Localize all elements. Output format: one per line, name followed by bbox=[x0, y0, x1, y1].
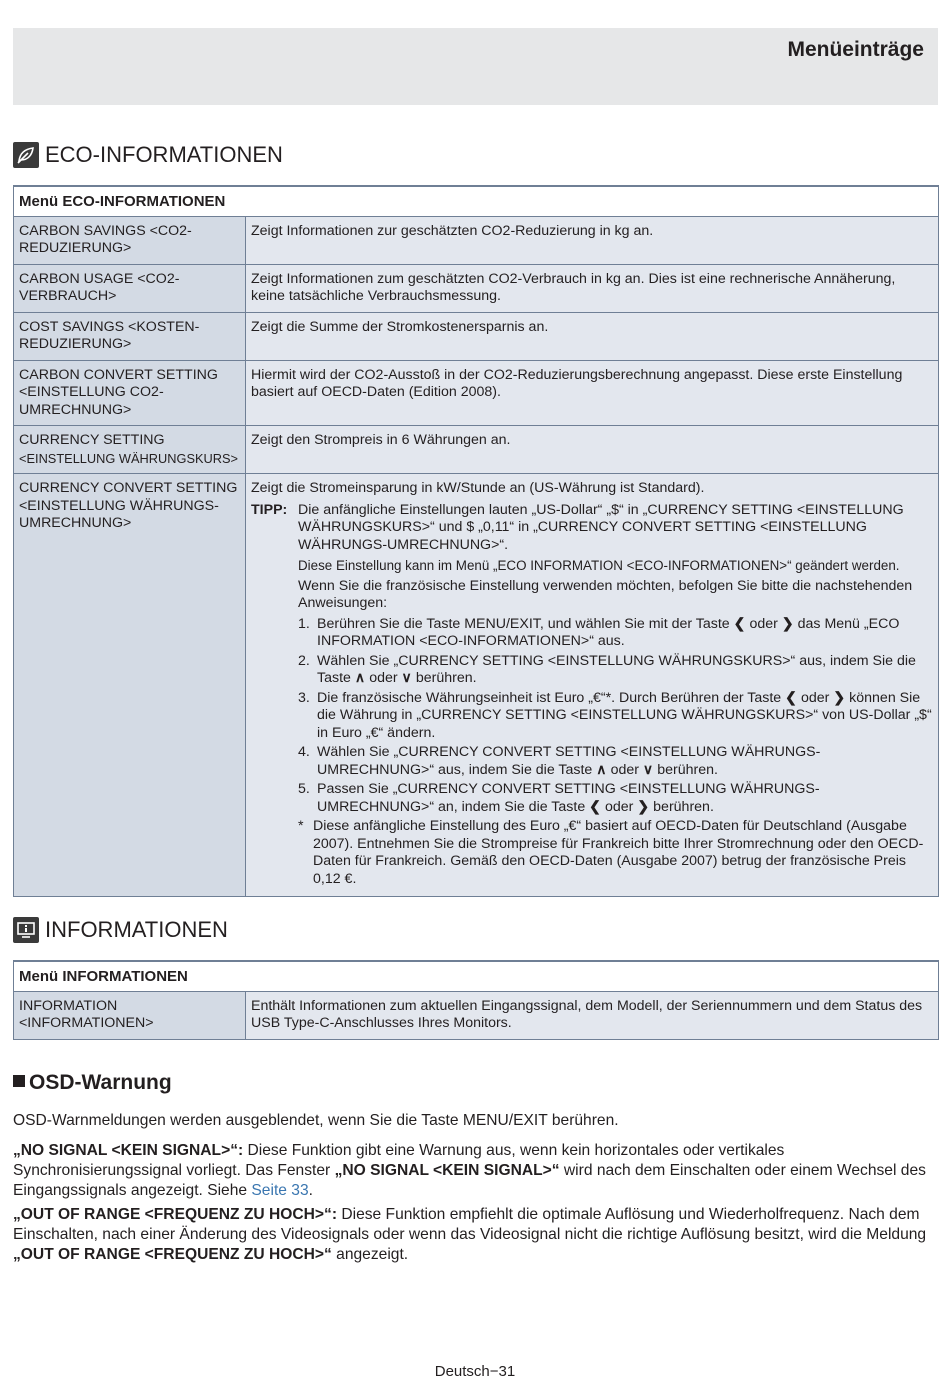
menu-item-desc: Zeigt die Summe der Stromkostenersparnis an. bbox=[246, 312, 939, 360]
key-glyph-icon: ❯ bbox=[781, 615, 794, 632]
footnote-mark: * bbox=[298, 818, 304, 834]
step-text-part: oder bbox=[797, 689, 834, 706]
step-text-part: oder bbox=[606, 761, 643, 778]
menu-item-desc: Zeigt Informationen zur geschätzten CO2-Reduzierung in kg an. bbox=[246, 216, 939, 264]
steps-list bbox=[298, 616, 933, 817]
menu-item-desc: Enthält Informationen zum aktuellen Eingangssignal, dem Modell, der Seriennummern und dem Status des USB Type-C-Anschlusses Ihres Monitors. bbox=[246, 991, 939, 1039]
step-text-part: Wählen Sie „CURRENCY CONVERT SETTING <EINSTELLUNG WÄHRUNGS-UMRECHNUNG>“ aus, indem Sie die Taste bbox=[317, 744, 821, 778]
step-number: 1. bbox=[298, 615, 310, 632]
menu-item-name: COST SAVINGS <KOSTEN-REDUZIERUNG> bbox=[14, 312, 246, 360]
page-link[interactable]: Seite 33 bbox=[251, 1182, 309, 1199]
step-text bbox=[317, 744, 933, 779]
no-signal-label: „NO SIGNAL <KEIN SIGNAL>“: bbox=[13, 1142, 244, 1159]
tipp-paragraph: Die anfängliche Einstellungen lauten „US-Dollar“ „$“ in „CURRENCY SETTING <EINSTELLUNG WÄHRUNGSKURS>“ und $ „0,11“ in „CURRENCY CONVERT SETTING <EINSTELLUNG WÄHRUNGS-UMRECHNUNG>“. bbox=[298, 501, 904, 553]
step-number: 5. bbox=[298, 781, 310, 797]
step-item bbox=[298, 744, 933, 779]
step-text-part: berühren. bbox=[653, 761, 718, 778]
out-of-range-text: Diese Funktion empfiehlt die optimale Auflösung und Wiederholfrequenz. Nach dem Einschalten, nach einer Änderung des Videosignals oder wenn das Videosignal nicht die richtige Auflösung besitzt, wird die Meldung bbox=[13, 1206, 927, 1243]
key-glyph-icon: ∨ bbox=[401, 670, 412, 686]
step-text-part: oder bbox=[365, 670, 402, 686]
osd-out-of-range-paragraph bbox=[13, 1205, 939, 1265]
osd-no-signal-paragraph bbox=[13, 1141, 939, 1201]
leaf-icon bbox=[13, 142, 39, 168]
step-text bbox=[317, 616, 933, 651]
step-text-part: das Menü „ECO INFORMATION <ECO-INFORMATIONEN>“ aus. bbox=[317, 615, 900, 649]
table-row bbox=[14, 264, 939, 312]
key-glyph-icon: ❯ bbox=[833, 689, 846, 706]
menu-item-desc: Zeigt Informationen zum geschätzten CO2-Verbrauch in kg an. Dies ist eine rechnerische Annäherung, keine tatsächliche Verbrauchsmessung. bbox=[246, 264, 939, 312]
tipp-paragraph: Wenn Sie die französische Einstellung verwenden möchten, befolgen Sie bitte die nachstehenden Anweisungen: bbox=[298, 577, 913, 611]
tipp-paragraph: Diese Einstellung kann im Menü „ECO INFORMATION <ECO-INFORMATIONEN>“ geändert werden. bbox=[298, 558, 900, 573]
no-signal-label-inline: „NO SIGNAL <KEIN SIGNAL>“ bbox=[334, 1162, 560, 1179]
menu-item-name: CARBON SAVINGS <CO2-REDUZIERUNG> bbox=[14, 216, 246, 264]
step-text bbox=[317, 690, 933, 743]
osd-heading bbox=[13, 1071, 172, 1095]
key-glyph-icon: ❯ bbox=[637, 798, 650, 815]
step-number: 3. bbox=[298, 689, 310, 706]
key-glyph-icon: ∨ bbox=[642, 761, 654, 778]
page-footer: Deutsch−31 bbox=[434, 1363, 516, 1380]
tipp-label: TIPP: bbox=[251, 501, 288, 518]
monitor-info-icon bbox=[13, 917, 39, 943]
step-item bbox=[298, 781, 933, 816]
table-row bbox=[14, 991, 939, 1039]
eco-section-title: ECO-INFORMATIONEN bbox=[45, 142, 283, 167]
step-text-part: Passen Sie „CURRENCY CONVERT SETTING <EINSTELLUNG WÄHRUNGS-UMRECHNUNG>“ an, indem Sie die Taste bbox=[317, 781, 820, 815]
menu-item-name: CURRENCY CONVERT SETTING <EINSTELLUNG WÄHRUNGS-UMRECHNUNG> bbox=[14, 474, 246, 897]
step-text-part: Berühren Sie die Taste MENU/EXIT, und wählen Sie mit der Taste bbox=[317, 615, 734, 632]
table-row bbox=[14, 216, 939, 264]
step-text-part: Die französische Währungseinheit ist Euro „€“*. Durch Berühren der Taste bbox=[317, 689, 786, 706]
step-text-part: berühren. bbox=[411, 670, 477, 686]
osd-intro: OSD-Warnmeldungen werden ausgeblendet, wenn Sie die Taste MENU/EXIT berühren. bbox=[13, 1112, 619, 1129]
menu-item-name: INFORMATION <INFORMATIONEN> bbox=[14, 991, 246, 1039]
key-glyph-icon: ∧ bbox=[354, 670, 366, 686]
info-menu-table bbox=[13, 960, 939, 1040]
eco-table-header: Menü ECO-INFORMATIONEN bbox=[14, 186, 939, 216]
step-item bbox=[298, 690, 933, 743]
page-header-title: Menüeinträge bbox=[787, 38, 924, 61]
eco-menu-table bbox=[13, 185, 939, 897]
step-text bbox=[317, 781, 933, 816]
menu-item-name-line2: <EINSTELLUNG WÄHRUNGSKURS> bbox=[19, 450, 239, 466]
osd-title: OSD-Warnung bbox=[29, 1071, 172, 1094]
step-text-part: oder bbox=[601, 798, 638, 815]
info-table-header: Menü INFORMATIONEN bbox=[14, 961, 939, 991]
out-of-range-text: angezeigt. bbox=[331, 1246, 409, 1263]
footnote-text: Diese anfängliche Einstellung des Euro „€“ basiert auf OECD-Daten für Deutschland (Ausgabe 2007). Entnehmen Sie die Strompreise für Frankreich bitte Ihrer Stromrechnung oder den OECD-Daten für Frankreich. Gemäß den OECD-Daten (Ausgabe 2007) betrug der französische Preis 0,12 €. bbox=[313, 818, 924, 887]
step-text-part: Wählen Sie „CURRENCY SETTING <EINSTELLUNG WÄHRUNGSKURS>“ aus, indem Sie die Taste bbox=[317, 652, 916, 686]
step-number: 2. bbox=[298, 652, 310, 669]
step-text bbox=[317, 653, 933, 688]
out-of-range-label: „OUT OF RANGE <FREQUENZ ZU HOCH>“: bbox=[13, 1206, 338, 1223]
step-text-part: oder bbox=[745, 615, 782, 632]
no-signal-end: . bbox=[308, 1182, 313, 1199]
no-signal-text: wird nach dem Einschalten oder einem Wechsel des Eingangssignals angezeigt. Siehe bbox=[13, 1162, 926, 1199]
step-item bbox=[298, 616, 933, 651]
key-glyph-icon: ❮ bbox=[785, 689, 798, 706]
info-section-title: INFORMATIONEN bbox=[45, 917, 228, 942]
tipp-body bbox=[298, 502, 933, 891]
table-row bbox=[14, 426, 939, 474]
eco-section-heading bbox=[13, 142, 283, 168]
key-glyph-icon: ∧ bbox=[596, 761, 607, 778]
key-glyph-icon: ❮ bbox=[589, 798, 602, 815]
step-item bbox=[298, 653, 933, 688]
tipp-block bbox=[251, 502, 933, 891]
footnote bbox=[298, 818, 933, 888]
step-number: 4. bbox=[298, 744, 310, 760]
out-of-range-label-inline: „OUT OF RANGE <FREQUENZ ZU HOCH>“ bbox=[13, 1246, 332, 1263]
table-row bbox=[14, 360, 939, 426]
menu-item-name: CARBON USAGE <CO2-VERBRAUCH> bbox=[14, 264, 246, 312]
info-section-heading bbox=[13, 917, 228, 943]
step-text-part: können Sie die Währung in „CURRENCY SETTING <EINSTELLUNG WÄHRUNGSKURS>“ von US-Dollar „$“ in Euro „€“ ändern. bbox=[317, 689, 932, 741]
table-row bbox=[14, 474, 939, 897]
step-text-part: berühren. bbox=[649, 798, 714, 815]
table-row bbox=[14, 312, 939, 360]
no-signal-text: Diese Funktion gibt eine Warnung aus, wenn kein horizontales oder vertikales Synchronisierungssignal vorliegt. Das Fenster bbox=[13, 1142, 785, 1179]
menu-item-name: CARBON CONVERT SETTING <EINSTELLUNG CO2-UMRECHNUNG> bbox=[14, 360, 246, 426]
key-glyph-icon: ❮ bbox=[733, 615, 746, 632]
menu-item-desc bbox=[246, 474, 939, 897]
menu-item-name-line1: CURRENCY SETTING bbox=[19, 432, 165, 448]
menu-item-name bbox=[14, 426, 246, 474]
square-bullet-icon bbox=[13, 1075, 25, 1087]
currency-convert-intro: Zeigt die Stromeinsparung in kW/Stunde an (US-Währung ist Standard). bbox=[251, 480, 705, 496]
menu-item-desc: Hiermit wird der CO2-Ausstoß in der CO2-Reduzierungsberechnung angepasst. Diese erste Einstellung basiert auf OECD-Daten (Edition 2008). bbox=[246, 360, 939, 426]
menu-item-desc: Zeigt den Strompreis in 6 Währungen an. bbox=[246, 426, 939, 474]
